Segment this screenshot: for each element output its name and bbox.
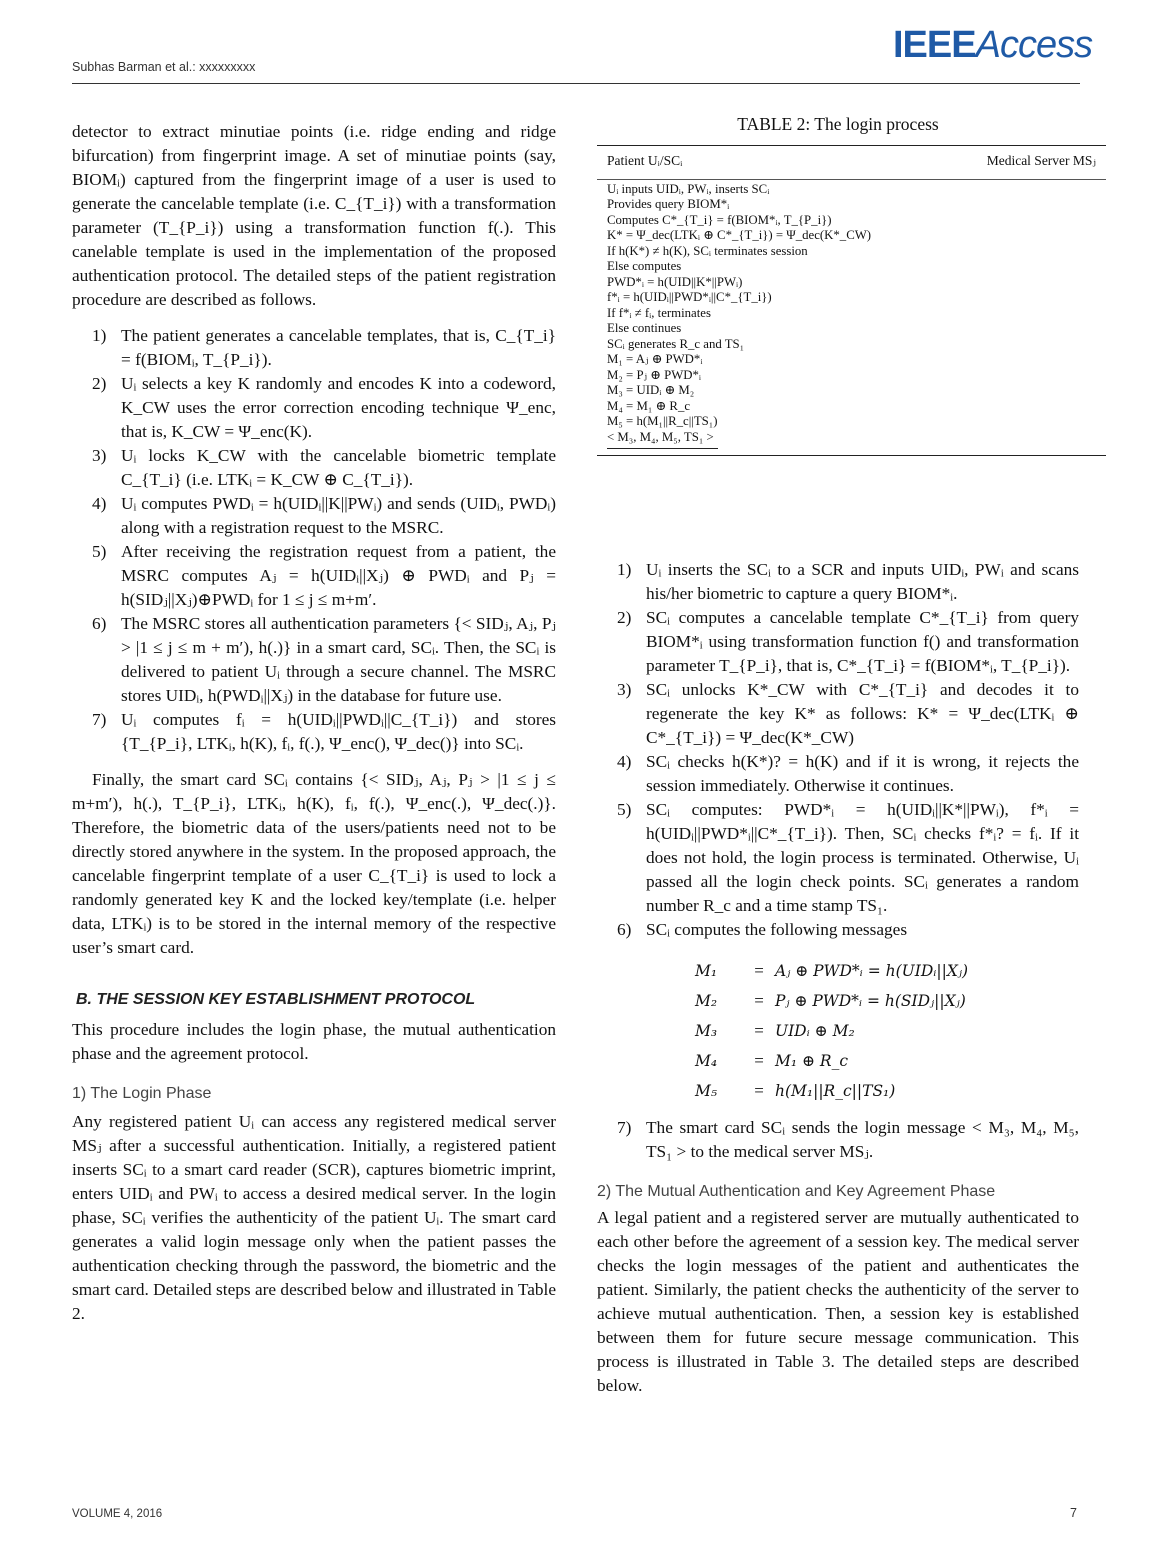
login-phase-heading: 1) The Login Phase bbox=[72, 1085, 212, 1102]
table-row: SCᵢ generates R_c and TS₁ bbox=[607, 336, 745, 351]
mutual-auth-heading: 2) The Mutual Authentication and Key Agreement Phase bbox=[597, 1183, 996, 1200]
table-row: If h(K*) ≠ h(K), SCᵢ terminates session bbox=[607, 243, 808, 258]
table-row: Else continues bbox=[607, 321, 682, 335]
list-item: 4) Uᵢ computes PWDᵢ = h(UIDᵢ||K||PWᵢ) and sends (UIDᵢ, PWDᵢ) along with a registration request to the MSRC. bbox=[92, 494, 556, 537]
intro-paragraph: detector to extract minutiae points (i.e. ridge ending and ridge bifurcation) from fingerprint image. A set of minutiae points (say, BIOMᵢ) captured from the fingerprint image of a user is used to generate the cancelable template (i.e. C_{T_i}) with a transformation parameter (T_{P_i}) using a transformation function f(.). This canelable template is used in the implementation of the proposed authentication protocol. The detailed steps of the patient registration procedure are described as follows. bbox=[72, 122, 556, 309]
list-item: 3) Uᵢ locks K_CW with the cancelable biometric template C_{T_i} (i.e. LTKᵢ = K_CW ⊕ C_{T_i}). bbox=[92, 446, 556, 489]
logo-light-text: Access bbox=[975, 24, 1093, 66]
mutual-auth-paragraph: A legal patient and a registered server are mutually authenticated to each other before the agreement of a session key. The medical server checks the login messages of the patient and authenticates the patient. Similarly, the patient checks the authenticity of the server to achieve mutual authentication. Then, a session key is established between them for future secure message communication. This process is illustrated in Table 3. The detailed steps are described below. bbox=[597, 1208, 1079, 1395]
table-row: M₃ = UIDᵢ ⊕ M₂ bbox=[607, 383, 695, 397]
left-column bbox=[72, 120, 556, 1326]
table-row: f*ᵢ = h(UIDᵢ||PWD*ᵢ||C*_{T_i}) bbox=[607, 290, 772, 304]
table-row: Computes C*_{T_i} = f(BIOM*ᵢ, T_{P_i}) bbox=[607, 212, 832, 227]
list-item: 6) SCᵢ computes the following messages bbox=[617, 920, 908, 939]
table-header-server: Medical Server MSⱼ bbox=[986, 153, 1096, 168]
list-item: 1) The patient generates a cancelable templates, that is, C_{T_i} = f(BIOMᵢ, T_{P_i}). bbox=[92, 326, 556, 369]
equation-row: M₂ = Pⱼ ⊕ PWD*ᵢ = h(SIDⱼ||Xⱼ) bbox=[695, 991, 966, 1010]
list-item: 6) The MSRC stores all authentication parameters {< SIDⱼ, Aⱼ, Pⱼ > |1 ≤ j ≤ m + m′), h(.)} in a smart card, SCᵢ. Then, the SCᵢ is delivered to patient Uᵢ through a secure channel. The MSRC stores UIDᵢ, h(PWDᵢ||Xⱼ) in the database for future use. bbox=[92, 614, 556, 705]
table-row: Else computes bbox=[607, 259, 682, 273]
section-heading-b: B. THE SESSION KEY ESTABLISHMENT PROTOCOL bbox=[76, 991, 476, 1008]
right-column bbox=[597, 558, 1079, 1398]
login-process-table bbox=[597, 145, 1106, 456]
table-row: PWD*ᵢ = h(UID||K*||PWᵢ) bbox=[607, 274, 743, 289]
list-item: 1) Uᵢ inserts the SCᵢ to a SCR and inputs UIDᵢ, PWᵢ and scans his/her biometric to capture a query BIOM*ᵢ. bbox=[617, 560, 1079, 603]
ieee-access-logo bbox=[893, 24, 1092, 67]
message-equations bbox=[695, 956, 1079, 1106]
list-item: 2) SCᵢ computes a cancelable template C*_{T_i} from query BIOM*ᵢ using transformation function f() and transformation parameter T_{P_i}, that is, C*_{T_i} = f(BIOM*ᵢ, T_{P_i}). bbox=[617, 608, 1079, 675]
table-row bbox=[607, 430, 1096, 446]
login-phase-paragraph: Any registered patient Uᵢ can access any registered medical server MSⱼ after a successful authentication. Initially, a registered patient inserts SCᵢ to a smart card reader (SCR), captures biometric imprint, enters UIDᵢ and PWᵢ to access a desired medical server. In the login phase, SCᵢ verifies the authenticity of the patient Uᵢ. The smart card generates a valid login message only when the patient passes the authentication checking through the password, the biometric and the smart card. Detailed steps are described below and illustrated in Table 2. bbox=[72, 1112, 556, 1323]
table-row: M₄ = M₁ ⊕ R_c bbox=[607, 398, 691, 413]
list-item: 7) The smart card SCᵢ sends the login message < M₃, M₄, M₅, TS₁ > to the medical server MSⱼ. bbox=[617, 1118, 1079, 1161]
table-row: M₅ = h(M₁||R_c||TS₁) bbox=[607, 414, 718, 428]
table-row: Provides query BIOM*ᵢ bbox=[607, 197, 730, 211]
login-message-arrow: < M₃, M₄, M₅, TS₁ > bbox=[607, 429, 714, 444]
table-body bbox=[597, 180, 1106, 446]
running-header-author: Subhas Barman et al.: xxxxxxxxx bbox=[72, 60, 256, 74]
section-b-paragraph: This procedure includes the login phase, the mutual authentication phase and the agreement protocol. bbox=[72, 1020, 556, 1063]
table-header-row bbox=[597, 146, 1106, 174]
list-item: 5) After receiving the registration request from a patient, the MSRC computes Aⱼ = h(UIDᵢ||Xⱼ) ⊕ PWDᵢ and Pⱼ = h(SIDⱼ||Xⱼ)⊕PWDᵢ for 1 ≤ j ≤ m+m′. bbox=[92, 542, 556, 609]
equation-row: M₄ = M₁ ⊕ R_c bbox=[695, 1051, 849, 1070]
registration-steps bbox=[72, 324, 556, 756]
list-item: 5) SCᵢ computes: PWD*ᵢ = h(UIDᵢ||K*||PWᵢ), f*ᵢ = h(UIDᵢ||PWD*ᵢ||C*_{T_i}). Then, SCᵢ checks f*ᵢ? = fᵢ. If it does not hold, the login process is terminated. Otherwise, Uᵢ passed all the login check points. SCᵢ generates a random number R_c and a time stamp TS₁. bbox=[617, 800, 1079, 915]
table-row: Uᵢ inputs UIDᵢ, PWᵢ, inserts SCᵢ bbox=[607, 181, 770, 196]
table-row: M₂ = Pⱼ ⊕ PWD*ᵢ bbox=[607, 367, 702, 382]
list-item: 2) Uᵢ selects a key K randomly and encodes K into a codeword, K_CW uses the error correction encoding technique Ψ_enc, that is, K_CW = Ψ_enc(K). bbox=[92, 374, 556, 441]
logo-bold-text: IEEE bbox=[893, 24, 976, 66]
table-row: If f*ᵢ ≠ fᵢ, terminates bbox=[607, 305, 711, 320]
table-bottom-rule bbox=[597, 455, 1106, 456]
list-item: 4) SCᵢ checks h(K*)? = h(K) and if it is wrong, it rejects the session immediately. Otherwise it continues. bbox=[617, 752, 1079, 795]
table-header-patient: Patient Uᵢ/SCᵢ bbox=[607, 153, 683, 168]
list-item: 3) SCᵢ unlocks K*_CW with C*_{T_i} and decodes it to regenerate the key K* as follows: K* = Ψ_dec(LTKᵢ ⊕ C*_{T_i}) = Ψ_dec(K*_CW) bbox=[617, 680, 1079, 747]
footer-volume: VOLUME 4, 2016 bbox=[72, 1508, 163, 1520]
equation-row: M₅ = h(M₁||R_c||TS₁) bbox=[695, 1081, 896, 1100]
list-item: 7) Uᵢ computes fᵢ = h(UIDᵢ||PWDᵢ||C_{T_i}) and stores {T_{P_i}, LTKᵢ, h(K), fᵢ, f(.), Ψ_enc(), Ψ_dec()} into SCᵢ. bbox=[92, 710, 556, 753]
table-row: K* = Ψ_dec(LTKᵢ ⊕ C*_{T_i}) = Ψ_dec(K*_CW) bbox=[607, 228, 872, 242]
table-caption: TABLE 2: The login process bbox=[737, 114, 939, 134]
table-row: M₁ = Aⱼ ⊕ PWD*ᵢ bbox=[607, 352, 703, 366]
login-steps bbox=[597, 558, 1079, 942]
page-number: 7 bbox=[1070, 1506, 1077, 1520]
login-steps-continued bbox=[597, 1116, 1079, 1164]
equation-row: M₁ = Aⱼ ⊕ PWD*ᵢ = h(UIDᵢ||Xⱼ) bbox=[695, 961, 969, 980]
finally-paragraph: Finally, the smart card SCᵢ contains {< SIDⱼ, Aⱼ, Pⱼ > |1 ≤ j ≤ m+m′), h(.), T_{P_i}, LTKᵢ, h(K), fᵢ, f(.), Ψ_enc(.), Ψ_dec(.)}. Therefore, the biometric data of the users/patients need not to be directly stored anywhere in the system. In the proposed approach, the cancelable fingerprint template of a user C_{T_i} is used to lock a randomly generated key K and the locked key/template (i.e. helper data, LTKᵢ) is to be stored in the internal memory of the respective user’s smart card. bbox=[72, 770, 556, 957]
equation-row: M₃ = UIDᵢ ⊕ M₂ bbox=[695, 1021, 855, 1040]
header-rule bbox=[72, 83, 1080, 84]
